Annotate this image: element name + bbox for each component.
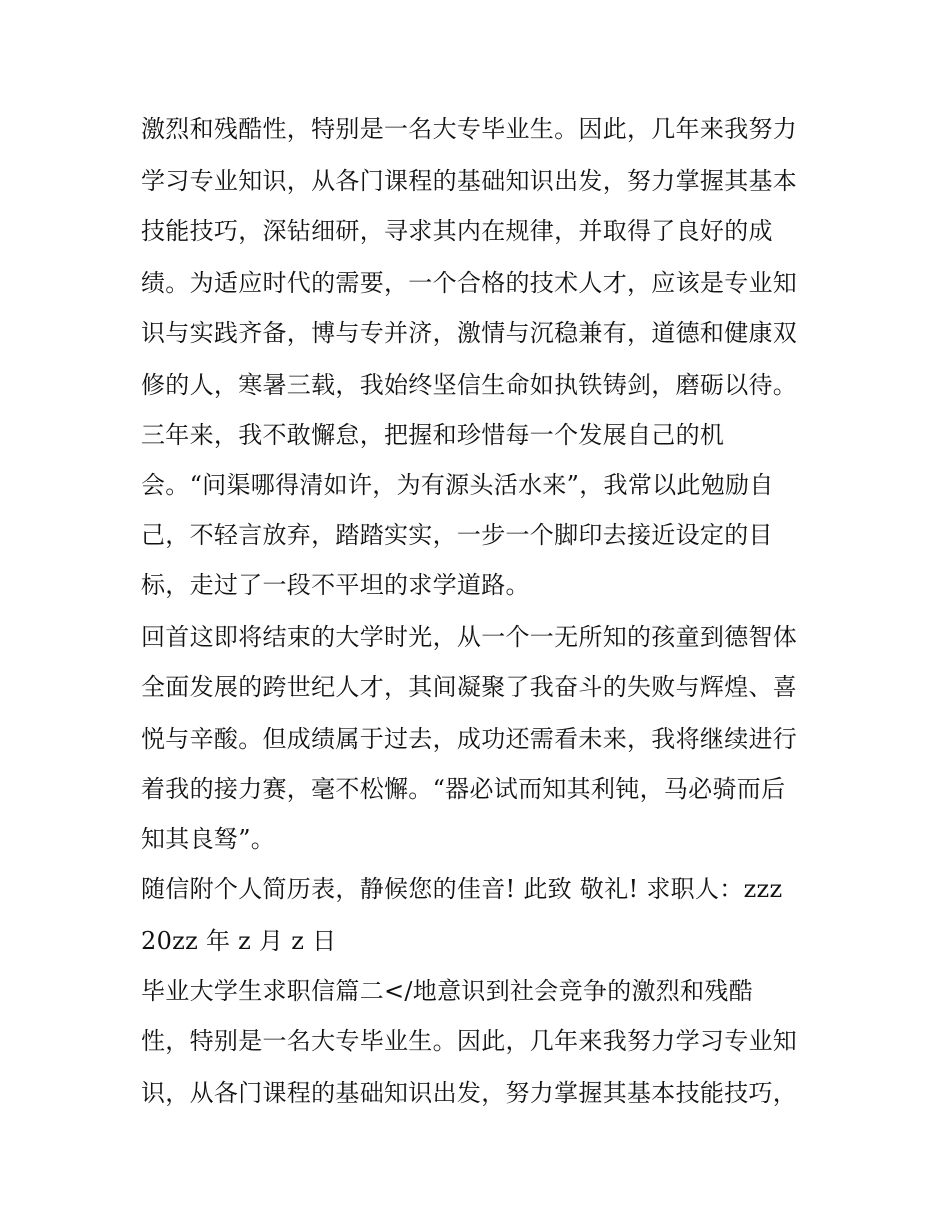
text-line: 识与实践齐备，博与专并济，激情与沉稳兼有，道德和健康双 [141,319,798,347]
text-line: 绩。为适应时代的需要，一个合格的技术人才，应该是专业知 [141,269,798,297]
text-line: 会。“问渠哪得清如许，为有源头活水来”，我常以此勉励自 [141,471,774,499]
text-line: 三年来，我不敢懈怠，把握和珍惜每一个发展自己的机 [141,421,725,449]
text-line: 标，走过了一段不平坦的求学道路。 [141,571,530,599]
text-line: 修的人，寒暑三载，我始终坚信生命如执铁铸剑，磨砺以待。 [141,371,798,399]
text-line: 全面发展的跨世纪人才，其间凝聚了我奋斗的失败与辉煌、喜 [141,673,798,701]
text-line: 识，从各门课程的基础知识出发，努力掌握其基本技能技巧， [141,1079,798,1107]
text-line: 知其良驽”。 [141,825,276,853]
text-line: 激烈和残酷性，特别是一名大专毕业生。因此，几年来我努力 [141,115,798,143]
text-line: 悦与辛酸。但成绩属于过去，成功还需看未来，我将继续进行 [141,725,798,753]
text-line: 技能技巧，深钻细研，寻求其内在规律，并取得了良好的成 [141,217,773,245]
text-line: 着我的接力赛，毫不松懈。“器必试而知其利钝，马必骑而后 [141,775,786,803]
text-line: 己，不轻言放弃，踏踏实实，一步一个脚印去接近设定的目 [141,521,773,549]
text-line: 学习专业知识，从各门课程的基础知识出发，努力掌握其基本 [141,167,798,195]
text-line: 20zz 年 z 月 z 日 [141,927,337,955]
text-line: 性，特别是一名大专毕业生。因此，几年来我努力学习专业知 [141,1027,798,1055]
text-line: 毕业大学生求职信篇二</地意识到社会竞争的激烈和残酷 [141,977,753,1005]
text-line: 回首这即将结束的大学时光，从一个一无所知的孩童到德智体 [141,623,798,651]
text-line: 随信附个人简历表，静候您的佳音! 此致 敬礼! 求职人：zzz [141,875,783,903]
